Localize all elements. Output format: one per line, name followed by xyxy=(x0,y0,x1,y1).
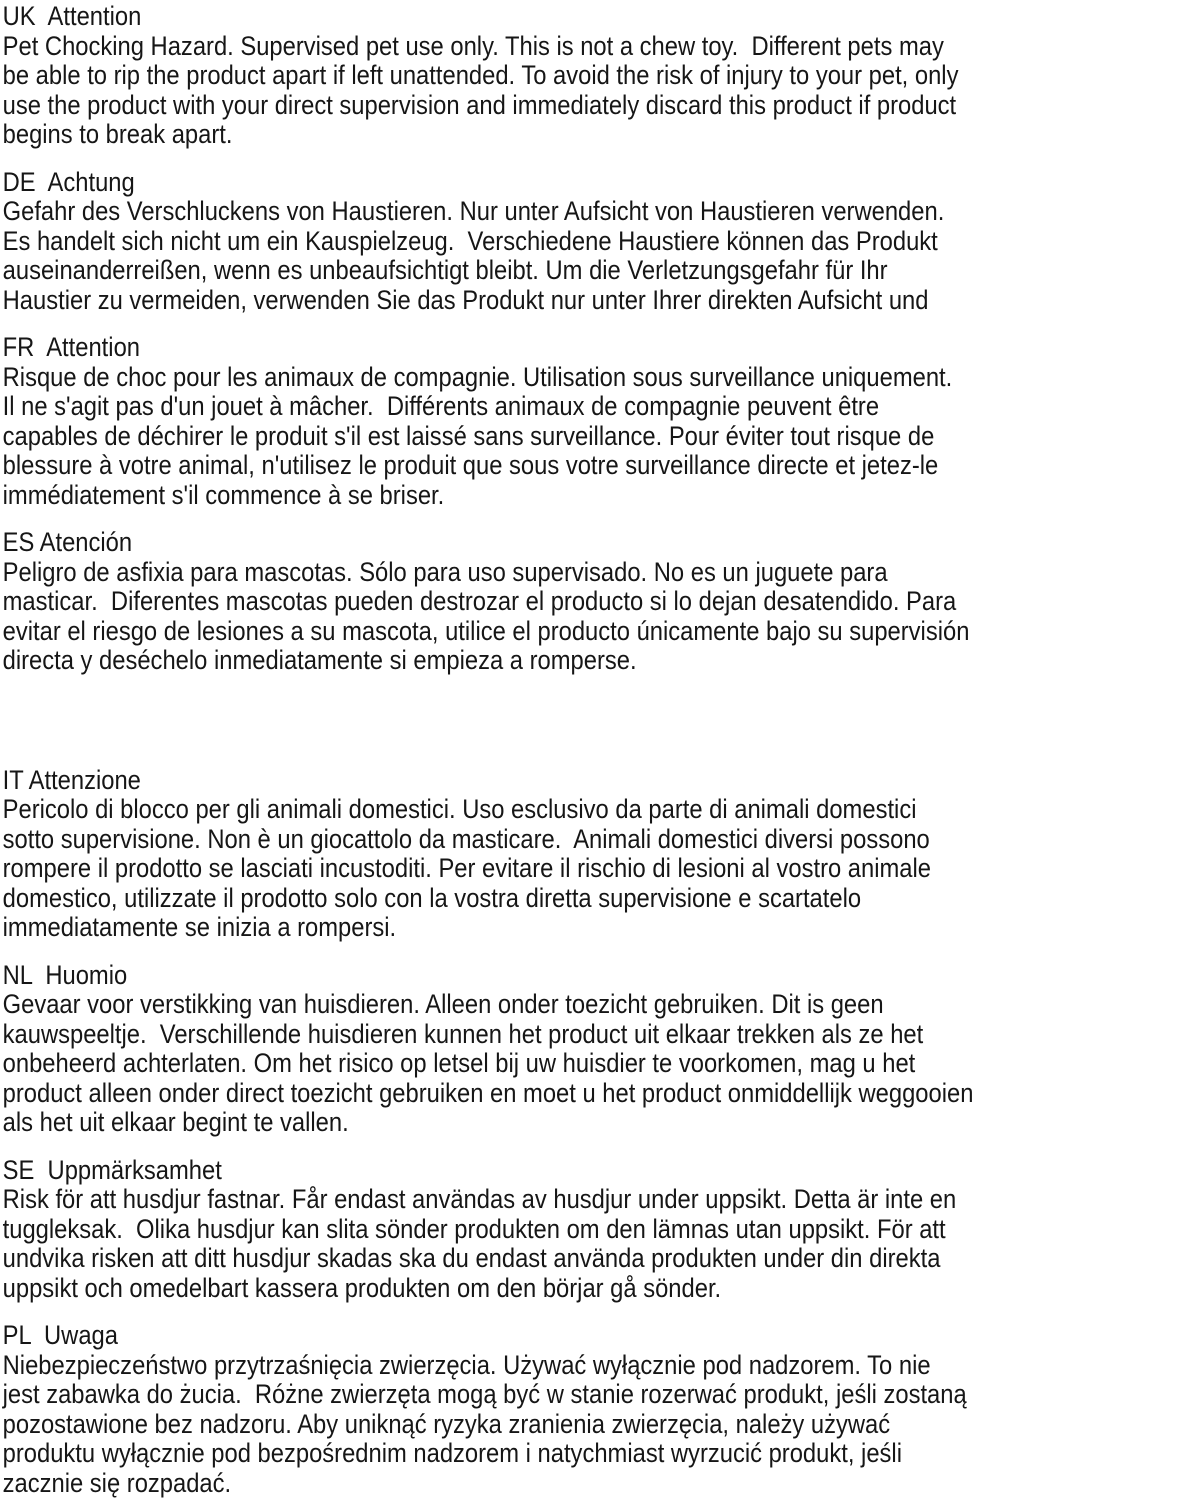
section-body-pl: Niebezpieczeństwo przytrzaśnięcia zwierzęcia. Używać wyłącznie pod nadzorem. To nie jest zabawka do żucia. Różne zwierzęta mogą być w stanie rozerwać produkt, jeśli zostaną pozostawione bez nadzoru. Aby uniknąć ryzyka zranienia zwierzęcia, należy używać produktu wyłącznie pod bezpośrednim nadzorem i natychmiast wyrzucić produkt, jeśli zacznie się rozpadać. xyxy=(2,1349,967,1498)
section-se xyxy=(3,1156,1197,1304)
section-body-fr: Risque de choc pour les animaux de compagnie. Utilisation sous surveillance uniquement. Il ne s'agit pas d'un jouet à mâcher. Différents animaux de compagnie peuvent être capables de déchirer le produit s'il est laissé sans surveillance. Pour éviter tout risque de blessure à votre animal, n'utilisez le produit que sous votre surveillance directe et jetez-le immédiatement s'il commence à se briser. xyxy=(2,361,953,510)
section-body-se: Risk för att husdjur fastnar. Får endast användas av husdjur under uppsikt. Detta är inte en tuggleksak. Olika husdjur kan slita sönder produkten om den lämnas utan uppsikt. För att undvika risken att ditt husdjur skadas ska du endast använda produkten under din direkta uppsikt och omedelbart kassera produkten om den börjar gå sönder. xyxy=(2,1184,957,1303)
section-fr xyxy=(3,333,1197,510)
section-body-uk: Pet Chocking Hazard. Supervised pet use only. This is not a chew toy. Different pets may be able to rip the product apart if left unattended. To avoid the risk of injury to your pet, only use the product with your direct supervision and immediately discard this product if product begins to break apart. xyxy=(2,30,959,149)
section-heading-es: ES Atención xyxy=(2,527,133,557)
section-heading-nl: NL Huomio xyxy=(2,959,128,990)
section-heading-fr: FR Attention xyxy=(2,332,141,362)
section-nl xyxy=(3,961,1197,1138)
section-heading-it: IT Attenzione xyxy=(2,764,141,795)
section-body-es: Peligro de asfixia para mascotas. Sólo para uso supervisado. No es un juguete para masticar. Diferentes mascotas pueden destrozar el producto si lo dejan desatendido. Para evitar el riesgo de lesiones a su mascota, utilice el producto únicamente bajo su supervisión directa y deséchelo inmediatamente si empieza a romperse. xyxy=(2,556,970,675)
section-body-nl: Gevaar voor verstikking van huisdieren. Alleen onder toezicht gebruiken. Dit is geen kauwspeeltje. Verschillende huisdieren kunnen het product uit elkaar trekken als ze het onbeheerd achterlaten. Om het risico op letsel bij uw huisdier te voorkomen, mag u het product alleen onder direct toezicht gebruiken en moet u het product onmiddellijk weggooien als het uit elkaar begint te vallen. xyxy=(2,989,974,1137)
section-es xyxy=(3,528,1197,676)
section-de xyxy=(3,168,1197,316)
section-heading-se: SE Uppmärksamhet xyxy=(2,1154,222,1185)
section-heading-de: DE Achtung xyxy=(2,166,135,197)
section-heading-pl: PL Uwaga xyxy=(2,1320,118,1350)
section-body-it: Pericolo di blocco per gli animali domestici. Uso esclusivo da parte di animali domestici sotto supervisione. Non è un giocattolo da masticare. Animali domestici diversi possono rompere il prodotto se lasciati incustoditi. Per evitare il rischio di lesioni al vostro animale domestico, utilizzate il prodotto solo con la vostra diretta supervisione e scartatelo immediatamente se inizia a rompersi. xyxy=(2,794,932,942)
section-body-de: Gefahr des Verschluckens von Haustieren. Nur unter Aufsicht von Haustieren verwenden. Es handelt sich nicht um ein Kauspielzeug. Verschiedene Haustiere können das Produkt auseinanderreißen, wenn es unbeaufsichtigt bleibt. Um die Verletzungsgefahr für Ihr Haustier zu vermeiden, verwenden Sie das Produkt nur unter Ihrer direkten Aufsicht und xyxy=(2,196,945,315)
section-pl xyxy=(3,1321,1197,1498)
section-it xyxy=(3,766,1197,943)
section-heading-uk: UK Attention xyxy=(2,1,142,31)
section-uk xyxy=(3,2,1197,150)
